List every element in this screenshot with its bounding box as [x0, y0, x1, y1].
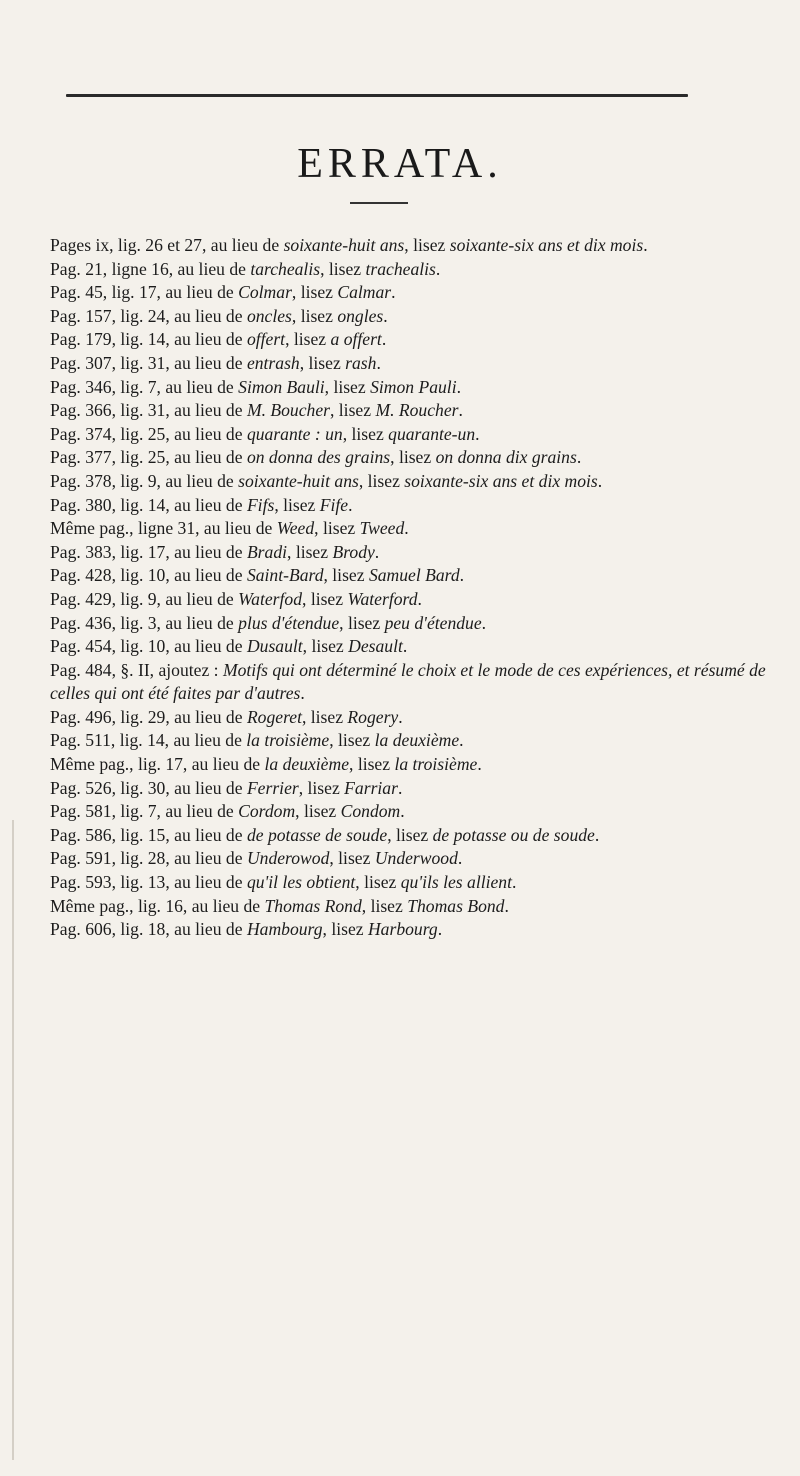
errata-entry: Pag. 591, lig. 28, au lieu de Underowod, lisez Underwood. [50, 848, 463, 869]
errata-entry: Pag. 374, lig. 25, au lieu de quarante : un, lisez quarante-un. [50, 423, 480, 444]
errata-entry: Pag. 526, lig. 30, au lieu de Ferrier, lisez Farriar. [50, 777, 403, 798]
errata-entry: Même pag., lig. 16, au lieu de Thomas Rond, lisez Thomas Bond. [50, 895, 509, 916]
errata-entry: Même pag., ligne 31, au lieu de Weed, lisez Tweed. [50, 518, 409, 539]
errata-entry: Pag. 511, lig. 14, au lieu de la troisième, lisez la deuxième. [50, 730, 464, 751]
errata-entry: Pag. 377, lig. 25, au lieu de on donna des grains, lisez on donna dix grains. [50, 447, 582, 468]
errata-entry: Pag. 346, lig. 7, au lieu de Simon Bauli, lisez Simon Pauli. [50, 376, 461, 397]
errata-entry: Pag. 496, lig. 29, au lieu de Rogeret, lisez Rogery. [50, 706, 403, 727]
errata-entry: Pag. 366, lig. 31, au lieu de M. Boucher, lisez M. Roucher. [50, 400, 463, 421]
errata-entry: Pag. 429, lig. 9, au lieu de Waterfod, lisez Waterford. [50, 588, 422, 609]
errata-entry: Pag. 581, lig. 7, au lieu de Cordom, lisez Condom. [50, 801, 405, 822]
errata-entry: Pag. 484, §. II, ajoutez : Motifs qui ont déterminé le choix et le mode de ces expériences, et résumé de celles qui ont été faites par d'autres. [50, 659, 766, 704]
errata-entry: Pages ix, lig. 26 et 27, au lieu de soixante-huit ans, lisez soixante-six ans et dix mois. [50, 235, 648, 255]
errata-entry: Pag. 307, lig. 31, au lieu de entrash, lisez rash. [50, 352, 381, 373]
errata-entry: Pag. 45, lig. 17, au lieu de Colmar, lisez Calmar. [50, 282, 396, 303]
title-underline [350, 202, 408, 204]
page-edge-shadow [12, 820, 14, 1460]
errata-entry: Pag. 586, lig. 15, au lieu de de potasse de soude, lisez de potasse ou de soude. [50, 824, 600, 845]
errata-entry: Pag. 383, lig. 17, au lieu de Bradi, lisez Brody. [50, 541, 380, 562]
errata-entry: Pag. 378, lig. 9, au lieu de soixante-huit ans, lisez soixante-six ans et dix mois. [50, 470, 603, 491]
errata-entry: Pag. 436, lig. 3, au lieu de plus d'étendue, lisez peu d'étendue. [50, 612, 487, 633]
errata-entry: Pag. 21, ligne 16, au lieu de tarchealis, lisez trachealis. [50, 258, 441, 279]
errata-entry: Pag. 606, lig. 18, au lieu de Hambourg, lisez Harbourg. [50, 919, 443, 940]
errata-entry: Même pag., lig. 17, au lieu de la deuxième, lisez la troisième. [50, 754, 482, 775]
page-title: ERRATA. [297, 141, 503, 187]
errata-entry: Pag. 593, lig. 13, au lieu de qu'il les obtient, lisez qu'ils les allient. [50, 872, 517, 893]
errata-entry: Pag. 428, lig. 10, au lieu de Saint-Bard, lisez Samuel Bard. [50, 565, 465, 586]
errata-entry: Pag. 380, lig. 14, au lieu de Fifs, lisez Fife. [50, 494, 353, 515]
top-rule [66, 94, 688, 97]
errata-entry: Pag. 179, lig. 14, au lieu de offert, lisez a offert. [50, 329, 387, 350]
errata-entry: Pag. 454, lig. 10, au lieu de Dusault, lisez Desault. [50, 636, 408, 657]
errata-entry: Pag. 157, lig. 24, au lieu de oncles, lisez ongles. [50, 305, 388, 326]
errata-list [50, 234, 785, 942]
